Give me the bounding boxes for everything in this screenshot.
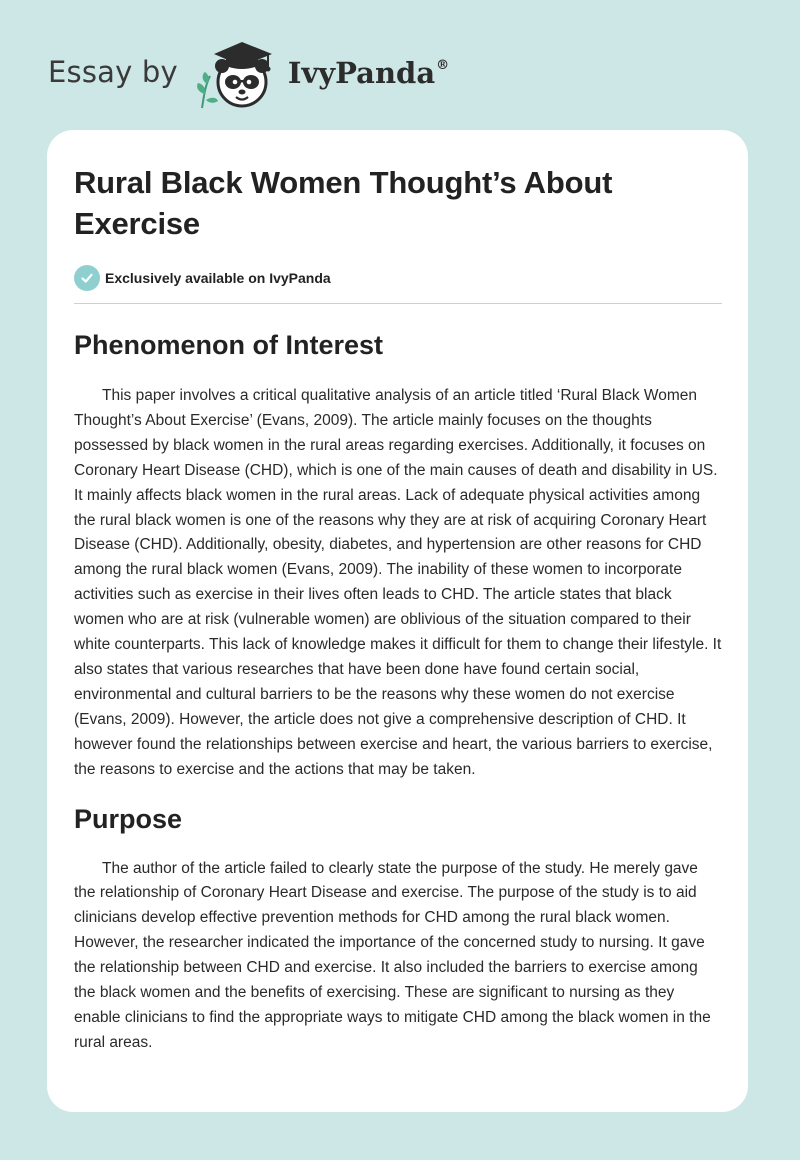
section-body-purpose: The author of the article failed to clearly state the purpose of the study. He merely gave the relationship of Coronary Heart Disease and exercise. The purpose of the study is to aid clinicians develop effective prevention methods for CHD among the rural black women. However, the researcher indicated the importance of the concerned study to nursing. It gave the relationship between CHD and exercise. It also included the barriers to exercise among the black women and the benefits of exercising. These are significant to nursing as they enable clinicians to find the appropriate ways to mitigate CHD among the black women in the rural areas. <box>74 859 711 1051</box>
brand-name-text: IvyPanda <box>287 56 436 90</box>
check-icon <box>74 265 100 291</box>
section-body-phenomenon: This paper involves a critical qualitative analysis of an article titled ‘Rural Black Women Thought’s About Exercise’ (Evans, 2009). The article mainly focuses on the thoughts possessed by black women in the rural areas regarding exercises. Additionally, it focuses on Coronary Heart Disease (CHD), which is one of the main causes of death and disability in US. It mainly affects black women in the rural areas. Lack of adequate physical activities among the rural black women is one of the reasons why they are at risk of acquiring Coronary Heart Disease (CHD). Additionally, obesity, diabetes, and hypertension are other reasons for CHD among the rural black women (Evans, 2009). The inability of these women to incorporate activities such as exercise in their lives often leads to CHD. The article states that black women who are at risk (vulnerable women) are oblivious of the situation compared to their white counterparts. This lack of knowledge makes it difficult for them to change their lifestyle. It also states that various researches that have been done have found certain social, environmental and cultural barriers to be the reasons why these women do not exercise (Evans, 2009). However, the article does not give a comprehensive description of CHD. It however found the relationships between exercise and heart, the various barriers to exercise, the reasons to exercise and the actions that may be taken. <box>74 387 722 778</box>
brand-header <box>48 36 449 112</box>
brand-name <box>288 56 449 90</box>
exclusive-badge <box>74 264 722 292</box>
exclusive-label: Exclusively available on IvyPanda <box>105 270 331 286</box>
section-heading-phenomenon: Phenomenon of Interest <box>74 330 384 360</box>
title-divider <box>74 303 722 304</box>
section-heading-purpose: Purpose <box>74 803 183 834</box>
essay-card <box>47 130 748 1112</box>
trademark-symbol: ® <box>436 58 450 73</box>
essay-title: Rural Black Women Thought’s About Exercise <box>74 165 613 241</box>
panda-graduation-cap-icon <box>192 36 278 112</box>
brand-prefix: Essay by <box>48 55 178 89</box>
